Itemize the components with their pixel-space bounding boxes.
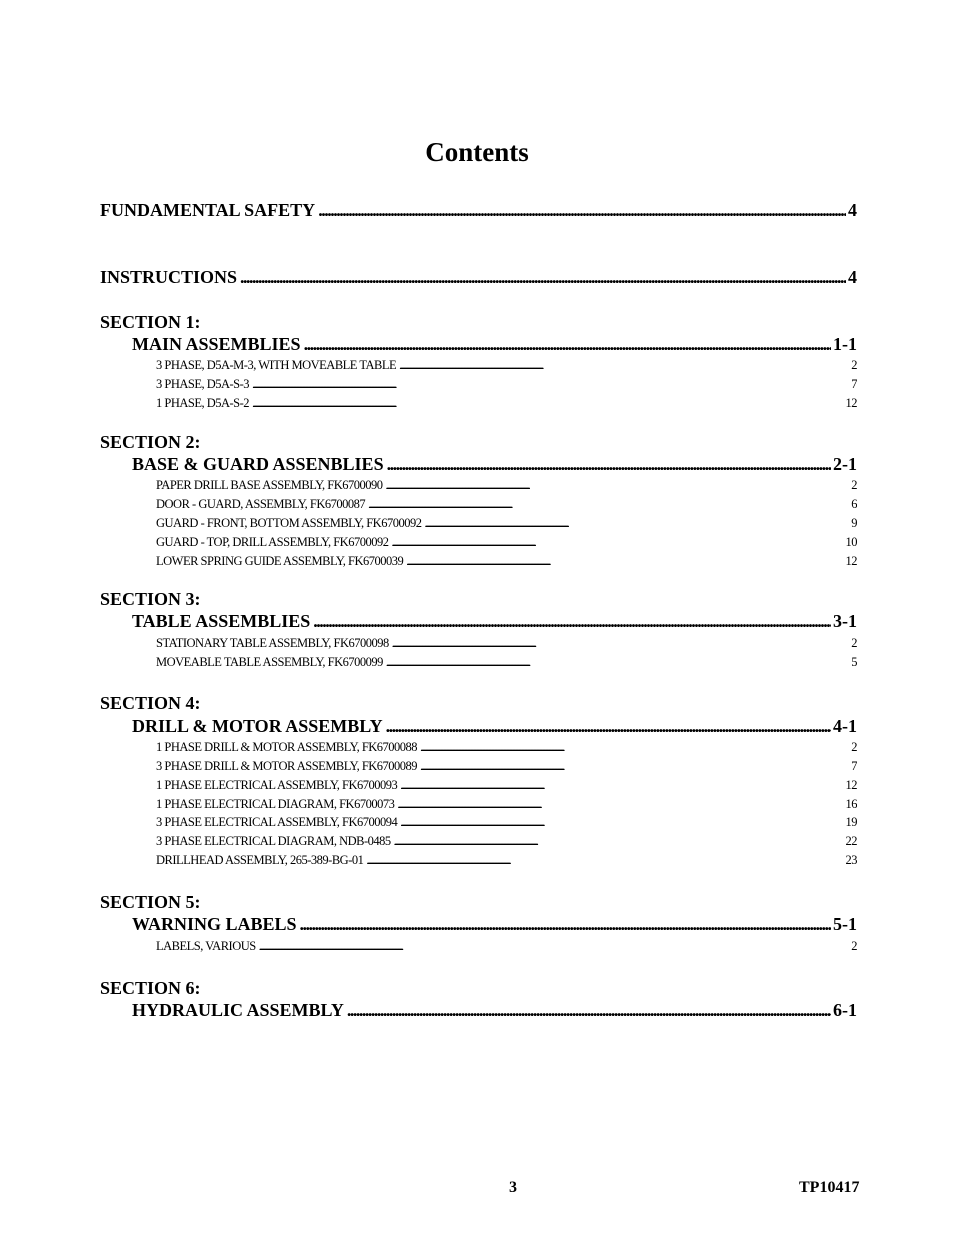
toc-section-page: 3-1 (833, 611, 857, 631)
toc-entry-fundamental-safety[interactable] (100, 199, 857, 221)
dot-leader (252, 377, 849, 393)
toc-entry-label: INSTRUCTIONS (100, 267, 238, 287)
dot-leader (399, 358, 849, 374)
toc-section-title: BASE & GUARD ASSENBLIES (132, 454, 384, 474)
toc-item[interactable] (156, 938, 857, 955)
toc-item[interactable] (156, 654, 857, 671)
dot-leader (386, 655, 849, 671)
toc-section-title: DRILL & MOTOR ASSEMBLY (132, 716, 383, 736)
toc-item[interactable] (156, 376, 857, 393)
toc-entry-instructions[interactable] (100, 266, 857, 288)
dot-leader (240, 266, 846, 288)
toc-item-page: 12 (845, 778, 857, 792)
toc-section-page: 6-1 (833, 1000, 857, 1020)
toc-item-label: LABELS, VARIOUS (156, 939, 256, 953)
toc-item[interactable] (156, 395, 857, 412)
toc-item-page: 2 (851, 478, 857, 492)
dot-leader (347, 999, 831, 1021)
toc-item-page: 2 (851, 636, 857, 650)
toc-item[interactable] (156, 477, 857, 494)
toc-item-label: 1 PHASE, D5A-S-2 (156, 396, 250, 410)
toc-item-page: 22 (845, 834, 857, 848)
section-heading-6: SECTION 6: (100, 978, 201, 998)
toc-item[interactable] (156, 852, 857, 869)
dot-leader (386, 715, 831, 737)
toc-section-2-title[interactable] (132, 453, 857, 475)
toc-item-label: 1 PHASE DRILL & MOTOR ASSEMBLY, FK6700088 (156, 740, 418, 754)
dot-leader (394, 834, 844, 850)
toc-item[interactable] (156, 758, 857, 775)
toc-item[interactable] (156, 814, 857, 831)
toc-item-label: 3 PHASE ELECTRICAL ASSEMBLY, FK6700094 (156, 815, 398, 829)
toc-item-page: 16 (845, 797, 857, 811)
toc-item-label: PAPER DRILL BASE ASSEMBLY, FK6700090 (156, 478, 383, 492)
section-heading-2: SECTION 2: (100, 432, 201, 452)
toc-item-label: 3 PHASE DRILL & MOTOR ASSEMBLY, FK6700089 (156, 759, 418, 773)
toc-item-page: 12 (845, 554, 857, 568)
toc-section-title: WARNING LABELS (132, 914, 297, 934)
dot-leader (318, 199, 846, 221)
toc-item-page: 9 (851, 516, 857, 530)
dot-leader (259, 939, 850, 955)
toc-item-label: DRILLHEAD ASSEMBLY, 265-389-BG-01 (156, 853, 364, 867)
toc-item[interactable] (156, 515, 857, 532)
toc-section-3-title[interactable] (132, 610, 857, 632)
toc-section-4-title[interactable] (132, 715, 857, 737)
toc-item-label: DOOR - GUARD, ASSEMBLY, FK6700087 (156, 497, 366, 511)
toc-item-page: 5 (851, 655, 857, 669)
toc-item-page: 2 (851, 358, 857, 372)
section-heading-4: SECTION 4: (100, 693, 201, 713)
toc-section-5-title[interactable] (132, 913, 857, 935)
dot-leader (420, 759, 849, 775)
dot-leader (368, 497, 849, 513)
toc-section-title: HYDRAULIC ASSEMBLY (132, 1000, 344, 1020)
section-heading-5: SECTION 5: (100, 892, 201, 912)
toc-item-label: 1 PHASE ELECTRICAL DIAGRAM, FK6700073 (156, 797, 395, 811)
dot-leader (406, 554, 843, 570)
dot-leader (300, 913, 831, 935)
dot-leader (313, 610, 831, 632)
dot-leader (424, 516, 849, 532)
toc-item[interactable] (156, 777, 857, 794)
toc-item-page: 10 (845, 535, 857, 549)
toc-section-page: 2-1 (833, 454, 857, 474)
toc-item-page: 6 (851, 497, 857, 511)
toc-section-page: 5-1 (833, 914, 857, 934)
toc-item-page: 7 (851, 377, 857, 391)
toc-item-label: GUARD - FRONT, BOTTOM ASSEMBLY, FK6700092 (156, 516, 422, 530)
toc-item[interactable] (156, 534, 857, 551)
toc-section-page: 4-1 (833, 716, 857, 736)
toc-item-page: 12 (845, 396, 857, 410)
footer-page-number: 3 (509, 1179, 517, 1196)
toc-section-1-title[interactable] (132, 333, 857, 355)
dot-leader (420, 740, 849, 756)
toc-entry-page: 4 (848, 200, 857, 220)
dot-leader (252, 396, 843, 412)
toc-item-page: 23 (845, 853, 857, 867)
dot-leader (366, 853, 843, 869)
toc-item[interactable] (156, 833, 857, 850)
page-title: Contents (425, 137, 529, 167)
toc-section-title: MAIN ASSEMBLIES (132, 334, 301, 354)
toc-item-page: 7 (851, 759, 857, 773)
toc-item-page: 2 (851, 740, 857, 754)
toc-entry-page: 4 (848, 267, 857, 287)
dot-leader (400, 778, 843, 794)
toc-item-label: 3 PHASE, D5A-M-3, WITH MOVEABLE TABLE (156, 358, 397, 372)
toc-item[interactable] (156, 553, 857, 570)
toc-item[interactable] (156, 496, 857, 513)
dot-leader (392, 636, 850, 652)
toc-item-page: 19 (845, 815, 857, 829)
dot-leader (304, 333, 831, 355)
section-heading-3: SECTION 3: (100, 589, 201, 609)
toc-section-page: 1-1 (833, 334, 857, 354)
toc-item[interactable] (156, 796, 857, 813)
toc-item-label: MOVEABLE TABLE ASSEMBLY, FK6700099 (156, 655, 383, 669)
toc-section-6-title[interactable] (132, 999, 857, 1021)
toc-item-label: 3 PHASE ELECTRICAL DIAGRAM, NDB-0485 (156, 834, 391, 848)
toc-item-page: 2 (851, 939, 857, 953)
dot-leader (391, 535, 843, 551)
toc-item[interactable] (156, 357, 857, 374)
toc-item-label: GUARD - TOP, DRILL ASSEMBLY, FK6700092 (156, 535, 389, 549)
toc-item-label: LOWER SPRING GUIDE ASSEMBLY, FK6700039 (156, 554, 404, 568)
dot-leader (387, 453, 831, 475)
dot-leader (386, 478, 850, 494)
dot-leader (397, 797, 843, 813)
toc-entry-label: FUNDAMENTAL SAFETY (100, 200, 316, 220)
dot-leader (400, 815, 843, 831)
toc-item-label: 1 PHASE ELECTRICAL ASSEMBLY, FK6700093 (156, 778, 398, 792)
toc-item[interactable] (156, 739, 857, 756)
toc-item[interactable] (156, 635, 857, 652)
section-heading-1: SECTION 1: (100, 312, 201, 332)
toc-section-title: TABLE ASSEMBLIES (132, 611, 311, 631)
toc-item-label: STATIONARY TABLE ASSEMBLY, FK6700098 (156, 636, 389, 650)
footer-doc-id: TP10417 (799, 1179, 860, 1196)
toc-item-label: 3 PHASE, D5A-S-3 (156, 377, 250, 391)
